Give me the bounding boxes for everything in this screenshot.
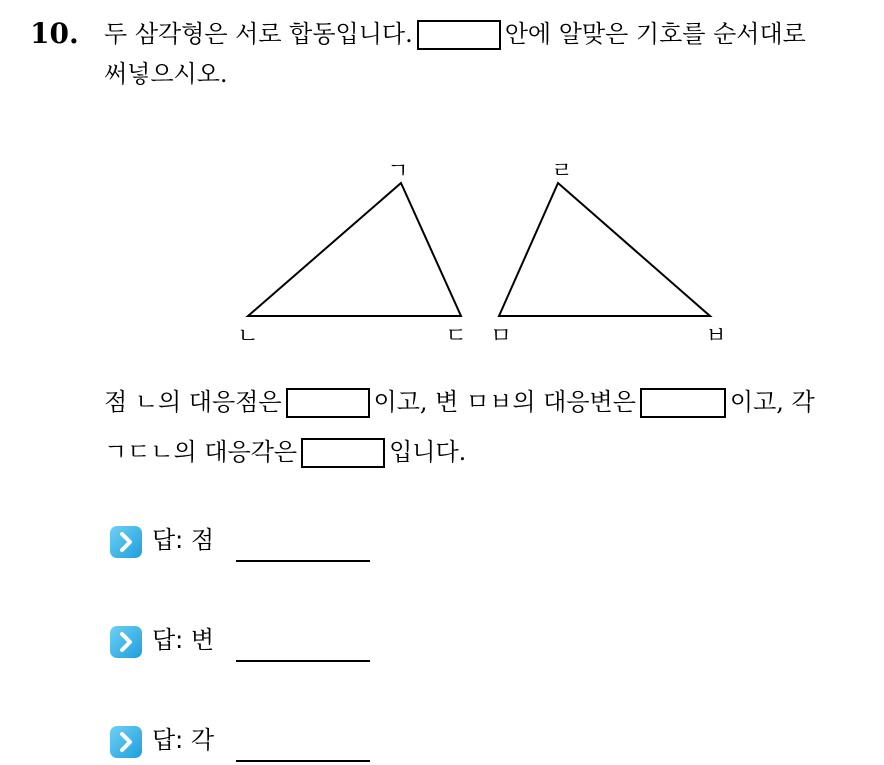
vertex-label-bieup: ㅂ [705, 324, 727, 349]
blank-box-side [640, 388, 726, 418]
triangle-left [248, 183, 461, 316]
statement-text-2: 이고, 변 ㅁㅂ의 대응변은 [373, 388, 636, 416]
chevron-right-icon [110, 726, 142, 758]
statement-text-1: 점 ㄴ의 대응점은 [104, 388, 282, 416]
answer-label-angle: 답: 각 [152, 726, 215, 754]
answer-blank-angle[interactable] [236, 760, 370, 762]
vertex-label-rieul: ㄹ [551, 159, 573, 184]
chevron-right-icon [110, 626, 142, 658]
chevron-right-icon [110, 526, 142, 558]
statement-text-5: 입니다. [389, 438, 467, 466]
statement-text-3: 이고, 각 [729, 388, 815, 416]
vertex-label-mieum: ㅁ [490, 324, 512, 349]
blank-box-angle [301, 438, 385, 468]
question-text-part-2: 안에 알맞은 기호를 순서대로 [504, 20, 806, 48]
question-number: 10. [30, 17, 79, 50]
question-line-2: 써넣으시오. [104, 60, 228, 88]
statement-line-2 [104, 436, 466, 468]
blank-box-point [286, 388, 370, 418]
vertex-label-digeut: ㄷ [445, 324, 467, 349]
answer-label-point: 답: 점 [152, 526, 215, 554]
answer-blank-point[interactable] [236, 560, 370, 562]
statement-line-1 [104, 386, 815, 418]
answer-label-side: 답: 변 [152, 626, 215, 654]
triangle-right [499, 183, 710, 316]
question-text-part-1: 두 삼각형은 서로 합동입니다. [104, 20, 413, 48]
answer-blank-side[interactable] [236, 660, 370, 662]
statement-text-4: ㄱㄷㄴ의 대응각은 [104, 438, 298, 466]
vertex-label-nieun: ㄴ [237, 324, 259, 349]
congruent-triangles-figure [0, 0, 884, 360]
vertex-label-giyeok: ㄱ [387, 159, 409, 184]
